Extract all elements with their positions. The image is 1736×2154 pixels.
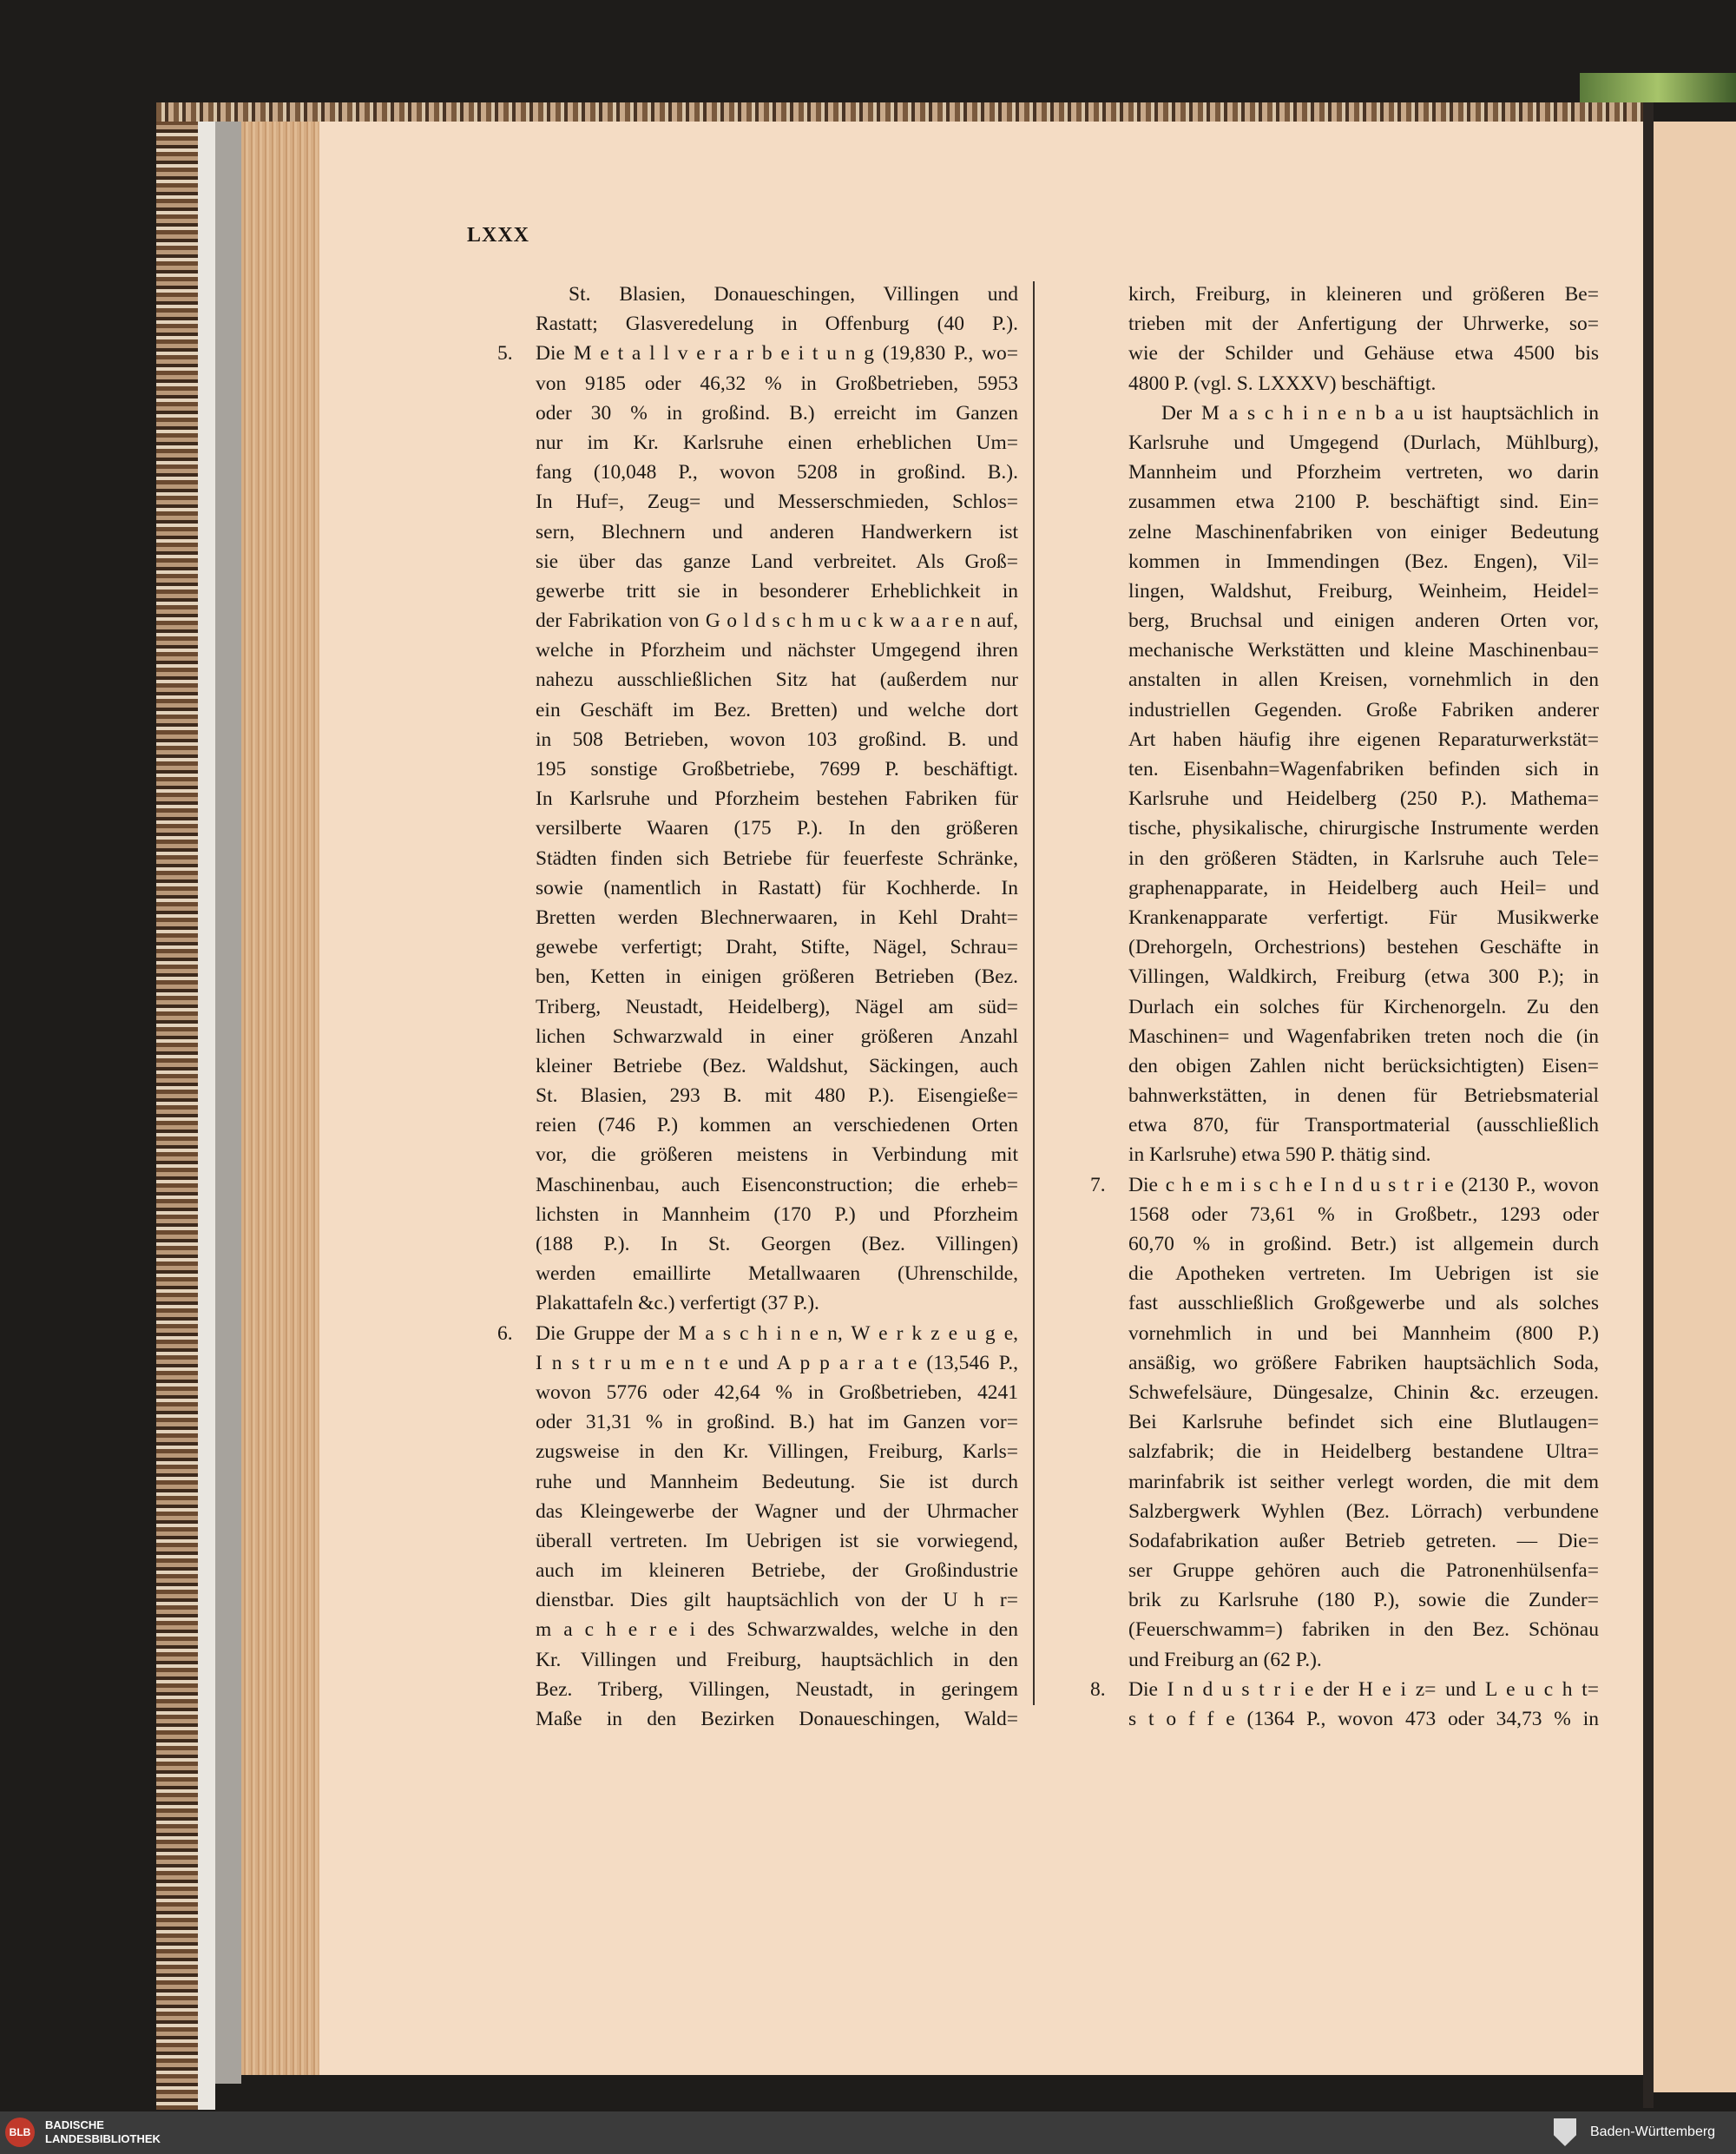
line-text: St. Blasien, 293 B. mit 480 P.). Eisengieße= <box>536 1084 1018 1108</box>
line-text: Die Gruppe der M a s c h i n e n, W e r k z e u g e, <box>536 1321 1018 1345</box>
line-text: in Karlsruhe) etwa 590 P. thätig sind. <box>1128 1143 1431 1167</box>
line-text: Kr. Villingen und Freiburg, hauptsächlich in den <box>536 1648 1018 1671</box>
line-text: die Apotheken vertreten. Im Uebrigen ist sie <box>1128 1262 1599 1286</box>
text-line <box>1128 576 1599 606</box>
line-text: gewebe verfertigt; Draht, Stifte, Nägel, Schrau= <box>536 936 1018 959</box>
text-line <box>536 992 1018 1022</box>
line-text: fang (10,048 P., wovon 5208 in großind. B.). <box>536 461 1018 484</box>
text-line <box>536 1081 1018 1110</box>
text-line <box>536 1467 1018 1497</box>
text-line <box>1128 1704 1599 1734</box>
item-number: 8. <box>1090 1677 1106 1701</box>
text-line <box>1128 992 1599 1022</box>
book-bookmark-edge <box>1580 73 1736 102</box>
facing-page-edge <box>1654 122 1736 2092</box>
text-line <box>1128 665 1599 695</box>
line-text: kommen in Immendingen (Bez. Engen), Vil= <box>1128 550 1599 573</box>
line-text: Städten finden sich Betriebe für feuerfeste Schränke, <box>536 846 1018 870</box>
text-line <box>1128 1288 1599 1318</box>
text-line <box>1128 280 1599 309</box>
text-line <box>1128 695 1599 725</box>
text-line <box>1128 547 1599 576</box>
coat-of-arms-icon <box>1554 2118 1576 2146</box>
line-text: Krankenapparate verfertigt. Für Musikwerke <box>1128 906 1599 929</box>
line-text: I n s t r u m e n t e und A p p a r a t e (13,546 P., <box>536 1351 1018 1374</box>
text-line <box>1128 1556 1599 1585</box>
text-line <box>1128 1497 1599 1526</box>
line-text: sie über das ganze Land verbreitet. Als Groß= <box>536 550 1018 573</box>
line-text: Triberg, Neustadt, Heidelberg), Nägel am süd= <box>536 995 1018 1018</box>
text-line <box>1128 1407 1599 1437</box>
text-line <box>1128 487 1599 517</box>
text-line <box>1128 932 1599 962</box>
line-text: ruhe und Mannheim Bedeutung. Sie ist durch <box>536 1470 1018 1493</box>
text-line <box>1128 844 1599 873</box>
line-text: dienstbar. Dies gilt hauptsächlich von der U h r= <box>536 1589 1018 1612</box>
text-line <box>1128 1348 1599 1378</box>
line-text: 4800 P. (vgl. S. LXXXV) beschäftigt. <box>1128 372 1437 395</box>
line-text: marinfabrik ist seither verlegt worden, die mit dem <box>1128 1470 1599 1493</box>
line-text: mechanische Werkstätten und kleine Maschinenbau= <box>1128 639 1599 662</box>
line-text: Schwefelsäure, Düngesalze, Chinin &c. erzeugen. <box>1128 1380 1599 1404</box>
line-text: in den größeren Städten, in Karlsruhe auch Tele= <box>1128 846 1599 870</box>
text-line <box>536 1170 1018 1200</box>
line-text: Bez. Triberg, Villingen, Neustadt, in geringem <box>536 1677 1018 1701</box>
text-line <box>536 1675 1018 1704</box>
flyleaf <box>198 122 215 2110</box>
line-text: überall vertreten. Im Uebrigen ist sie vorwiegend, <box>536 1529 1018 1552</box>
line-text: (Feuerschwamm=) fabriken in den Bez. Schönau <box>1128 1618 1599 1642</box>
line-text: ten. Eisenbahn=Wagenfabriken befinden sich in <box>1128 758 1599 781</box>
line-text: Bretten werden Blechnerwaaren, in Kehl Draht= <box>536 906 1018 929</box>
text-line <box>1128 725 1599 754</box>
text-line <box>536 1615 1018 1644</box>
line-text: vornehmlich in und bei Mannheim (800 P.) <box>1128 1321 1599 1345</box>
text-line <box>536 1407 1018 1437</box>
text-line <box>1128 458 1599 487</box>
item-number: 5. <box>497 342 513 366</box>
text-line <box>536 280 1018 309</box>
line-text: 195 sonstige Großbetriebe, 7699 P. beschäftigt. <box>536 758 1018 781</box>
text-line <box>1128 784 1599 814</box>
line-text: 1568 oder 73,61 % in Großbetr., 1293 oder <box>1128 1202 1599 1226</box>
text-line <box>1128 399 1599 428</box>
text-line <box>536 1140 1018 1169</box>
text-line <box>1128 873 1599 903</box>
text-line <box>536 665 1018 695</box>
line-text: Art haben häufig ihre eigenen Reparaturwerkstät= <box>1128 728 1599 751</box>
line-text: In Karlsruhe und Pforzheim bestehen Fabriken für <box>536 787 1018 811</box>
text-line <box>1128 428 1599 458</box>
line-text: Plakattafeln &c.) verfertigt (37 P.). <box>536 1292 819 1315</box>
line-text: Maße in den Bezirken Donaueschingen, Wald= <box>536 1708 1018 1730</box>
logo-text: BLB <box>9 2126 31 2138</box>
line-text: bahnwerkstätten, in denen für Betriebsmaterial <box>1128 1084 1599 1108</box>
line-text: sowie (namentlich in Rastatt) für Kochherde. In <box>536 876 1018 899</box>
text-line <box>536 1585 1018 1615</box>
line-text: brik zu Karlsruhe (180 P.), sowie die Zunder= <box>1128 1589 1599 1612</box>
text-line <box>536 517 1018 547</box>
line-text: etwa 870, für Transportmaterial (ausschließlich <box>1128 1114 1599 1137</box>
text-line <box>1128 1615 1599 1644</box>
text-line <box>536 309 1018 339</box>
line-text: auch im kleineren Betriebe, der Großindustrie <box>536 1559 1018 1583</box>
library-name <box>45 2118 161 2146</box>
left-text-column <box>497 280 1018 1734</box>
line-text: salzfabrik; die in Heidelberg bestandene Ultra= <box>1128 1440 1599 1464</box>
text-line <box>1128 1319 1599 1348</box>
line-text: Bei Karlsruhe befindet sich eine Blutlaugen= <box>1128 1411 1599 1434</box>
text-line <box>536 1288 1018 1318</box>
line-text: ser Gruppe gehören auch die Patronenhülsenfa= <box>1128 1559 1599 1583</box>
library-name-line2: LANDESBIBLIOTHEK <box>45 2132 161 2145</box>
text-line <box>536 606 1018 636</box>
line-text: Salzbergwerk Wyhlen (Bez. Lörrach) verbundene <box>1128 1499 1599 1523</box>
line-text: und Freiburg an (62 P.). <box>1128 1648 1322 1671</box>
line-text: wovon 5776 oder 42,64 % in Großbetrieben, 4241 <box>536 1380 1018 1404</box>
line-text: den obigen Zahlen nicht berücksichtigten) Eisen= <box>1128 1054 1599 1077</box>
blb-logo-icon[interactable] <box>5 2118 35 2147</box>
text-line <box>536 1437 1018 1466</box>
line-text: der Fabrikation von G o l d s c h m u c k w a a r e n auf, <box>536 609 1018 633</box>
page-number: LXXX <box>467 224 530 247</box>
line-text: Mannheim und Pforzheim vertreten, wo darin <box>1128 461 1599 484</box>
page-stack-edges <box>241 122 319 2075</box>
text-line <box>1128 1081 1599 1110</box>
library-name-line1: BADISCHE <box>45 2118 104 2131</box>
item-number: 6. <box>497 1321 513 1345</box>
text-line <box>497 339 1018 368</box>
book-cover-edge <box>156 122 198 2110</box>
line-text: Rastatt; Glasveredelung in Offenburg (40 P.). <box>536 313 1018 336</box>
line-text: Maschinenbau, auch Eisenconstruction; die erheb= <box>536 1173 1018 1196</box>
text-line <box>1128 1051 1599 1081</box>
text-line <box>536 903 1018 932</box>
line-text: Karlsruhe und Heidelberg (250 P.). Mathema= <box>1128 787 1599 811</box>
line-text: Die I n d u s t r i e der H e i z= und L e u c h t= <box>1128 1677 1599 1701</box>
line-text: in 508 Betrieben, wovon 103 großind. B. und <box>536 728 1018 751</box>
text-line <box>1090 1675 1599 1704</box>
line-text: St. Blasien, Donaueschingen, Villingen und <box>569 283 1018 306</box>
line-text: lingen, Waldshut, Freiburg, Weinheim, Heidel= <box>1128 579 1599 603</box>
text-line <box>1128 1467 1599 1497</box>
text-line <box>1128 1526 1599 1556</box>
text-line <box>536 1348 1018 1378</box>
text-line <box>1128 1378 1599 1407</box>
text-line <box>536 487 1018 517</box>
text-line <box>536 725 1018 754</box>
line-text: gewerbe tritt sie in besonderer Erheblichkeit in <box>536 579 1018 603</box>
line-text: Maschinen= und Wagenfabriken treten noch die (in <box>1128 1024 1599 1048</box>
text-line <box>536 962 1018 991</box>
text-line <box>536 695 1018 725</box>
line-text: fast ausschließlich Großgewerbe und als solches <box>1128 1292 1599 1315</box>
line-text: Die M e t a l l v e r a r b e i t u n g (19,830 P., wo= <box>536 342 1018 366</box>
text-line <box>536 547 1018 576</box>
text-line <box>536 1200 1018 1229</box>
state-label[interactable]: Baden-Württemberg <box>1590 2124 1716 2139</box>
line-text: das Kleingewerbe der Wagner und der Uhrmacher <box>536 1499 1018 1523</box>
line-text: lichsten in Mannheim (170 P.) und Pforzheim <box>536 1202 1018 1226</box>
text-line <box>536 1645 1018 1675</box>
text-line <box>536 576 1018 606</box>
text-line <box>536 1497 1018 1526</box>
text-line <box>1128 754 1599 784</box>
text-line <box>536 754 1018 784</box>
line-text: ansäßig, wo größere Fabriken hauptsächlich Soda, <box>1128 1351 1599 1374</box>
text-line <box>536 873 1018 903</box>
line-text: ben, Ketten in einigen größeren Betrieben (Bez. <box>536 965 1018 989</box>
text-line <box>1128 1110 1599 1140</box>
line-text: oder 31,31 % in großind. B.) hat im Ganzen vor= <box>536 1411 1018 1434</box>
line-text: zusammen etwa 2100 P. beschäftigt sind. Ein= <box>1128 491 1599 514</box>
line-text: welche in Pforzheim und nächster Umgegend ihren <box>536 639 1018 662</box>
line-text: berg, Bruchsal und einigen anderen Orten vor, <box>1128 609 1599 633</box>
text-line <box>1128 636 1599 665</box>
text-line <box>1128 1022 1599 1051</box>
line-text: versilberte Waaren (175 P.). In den größeren <box>536 817 1018 840</box>
text-line <box>1128 1585 1599 1615</box>
line-text: Sodafabrikation außer Betrieb getreten. — Die= <box>1128 1529 1599 1552</box>
text-line <box>1128 606 1599 636</box>
line-text: s t o f f e (1364 P., wovon 473 oder 34,73 % in <box>1128 1708 1599 1730</box>
text-line <box>536 636 1018 665</box>
text-line <box>536 458 1018 487</box>
text-line <box>1128 1140 1599 1169</box>
gutter <box>1643 102 1654 2108</box>
line-text: 60,70 % in großind. Betr.) ist allgemein durch <box>1128 1233 1599 1255</box>
text-line <box>536 1051 1018 1081</box>
text-line <box>536 1229 1018 1259</box>
line-text: von 9185 oder 46,32 % in Großbetrieben, 5953 <box>536 372 1018 395</box>
text-line <box>536 1110 1018 1140</box>
line-text: nur im Kr. Karlsruhe einen erheblichen Um= <box>536 431 1018 454</box>
item-number: 7. <box>1090 1173 1106 1196</box>
line-text: wie der Schilder und Gehäuse etwa 4500 bis <box>1128 342 1599 366</box>
text-line <box>536 814 1018 843</box>
text-line <box>536 1526 1018 1556</box>
text-line <box>1128 814 1599 843</box>
text-line <box>1128 962 1599 991</box>
text-line <box>536 1556 1018 1585</box>
line-text: reien (746 P.) kommen an verschiedenen Orten <box>536 1114 1018 1137</box>
text-line <box>1090 1170 1599 1200</box>
line-text: In Huf=, Zeug= und Messerschmieden, Schlos= <box>536 491 1018 514</box>
text-line <box>1128 903 1599 932</box>
line-text: werden emaillirte Metallwaaren (Uhrenschilde, <box>536 1262 1018 1286</box>
text-line <box>1128 309 1599 339</box>
footer-bar <box>0 2111 1736 2154</box>
page-edge-shadow <box>215 122 241 2084</box>
line-text: nahezu ausschließlichen Sitz hat (außerdem nur <box>536 669 1018 692</box>
line-text: tische, physikalische, chirurgische Instrumente werden <box>1128 817 1599 840</box>
line-text: kleiner Betriebe (Bez. Waldshut, Säckingen, auch <box>536 1054 1018 1077</box>
text-line <box>536 784 1018 814</box>
line-text: Die c h e m i s c h e I n d u s t r i e (2130 P., wovon <box>1128 1173 1599 1196</box>
text-line <box>536 369 1018 399</box>
text-line <box>1128 1645 1599 1675</box>
text-line <box>497 1319 1018 1348</box>
line-text: Villingen, Waldkirch, Freiburg (etwa 300 P.); in <box>1128 965 1599 989</box>
text-line <box>536 932 1018 962</box>
line-text: Karlsruhe und Umgegend (Durlach, Mühlburg), <box>1128 431 1599 454</box>
line-text: m a c h e r e i des Schwarzwaldes, welche in den <box>536 1618 1018 1642</box>
line-text: ein Geschäft im Bez. Bretten) und welche dort <box>536 698 1018 721</box>
line-text: (188 P.). In St. Georgen (Bez. Villingen) <box>536 1233 1018 1255</box>
text-line <box>536 1704 1018 1734</box>
line-text: anstalten in allen Kreisen, vornehmlich in den <box>1128 669 1599 692</box>
text-line <box>1128 339 1599 368</box>
text-line <box>1128 1229 1599 1259</box>
text-line <box>536 844 1018 873</box>
line-text: sern, Blechnern und anderen Handwerkern ist <box>536 520 1018 543</box>
text-line <box>1128 1437 1599 1466</box>
line-text: industriellen Gegenden. Große Fabriken anderer <box>1128 698 1599 721</box>
text-line <box>1128 517 1599 547</box>
text-line <box>1128 1259 1599 1288</box>
line-text: lichen Schwarzwald in einer größeren Anzahl <box>536 1024 1018 1048</box>
text-line <box>536 399 1018 428</box>
text-line <box>536 1378 1018 1407</box>
line-text: zugsweise in den Kr. Villingen, Freiburg, Karls= <box>536 1440 1018 1464</box>
line-text: Durlach ein solches für Kirchenorgeln. Zu den <box>1128 995 1599 1018</box>
text-line <box>536 428 1018 458</box>
text-line <box>1128 1200 1599 1229</box>
text-line <box>536 1022 1018 1051</box>
line-text: Der M a s c h i n e n b a u ist hauptsächlich in <box>1161 401 1599 425</box>
line-text: zelne Maschinenfabriken von einiger Bedeutung <box>1128 520 1599 543</box>
line-text: (Drehorgeln, Orchestrions) bestehen Geschäfte in <box>1128 936 1599 959</box>
line-text: vor, die größeren meistens in Verbindung mit <box>536 1143 1018 1167</box>
column-divider <box>1033 281 1035 1705</box>
text-line <box>1128 369 1599 399</box>
line-text: graphenapparate, in Heidelberg auch Heil= und <box>1128 876 1599 899</box>
text-line <box>536 1259 1018 1288</box>
line-text: trieben mit der Anfertigung der Uhrwerke, so= <box>1128 313 1599 336</box>
line-text: kirch, Freiburg, in kleineren und größeren Be= <box>1128 283 1599 306</box>
right-text-column <box>1090 280 1599 1734</box>
line-text: oder 30 % in großind. B.) erreicht im Ganzen <box>536 401 1018 425</box>
